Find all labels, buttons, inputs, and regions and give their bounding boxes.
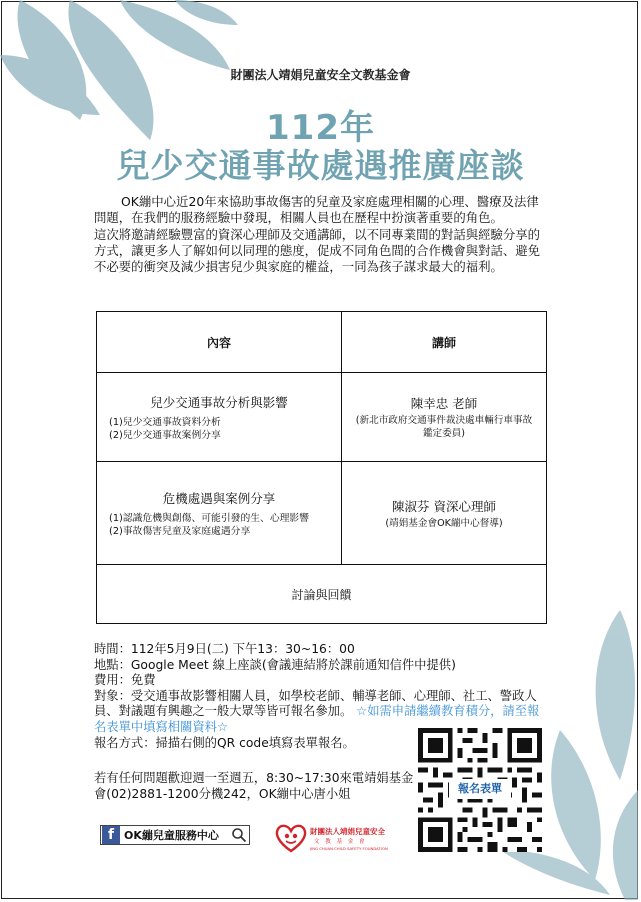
topic-title: 兒少交通事故分析與影響 — [150, 394, 288, 410]
credit-note: ☆如需申請繼續教育積分，請至報名表單中填寫相關資料☆ — [94, 704, 540, 734]
topic-item: (2)事故傷害兒童及家庭處遇分享 — [109, 525, 251, 537]
event-location: 地點：Google Meet 線上座談(會議連結將於課前通知信件中提供) — [94, 657, 456, 672]
speaker-name: 陳幸忠 老師 — [410, 396, 478, 411]
event-fee: 費用：免費 — [94, 673, 156, 688]
schedule-table — [96, 311, 547, 624]
topic-cell — [97, 462, 342, 565]
organization-name: 財團法人靖娟兒童安全文教基金會 — [230, 68, 411, 82]
event-time: 時間：112年5月9日(二) 下午13：30~16：00 — [94, 642, 355, 656]
intro-paragraph: 這次將邀請經驗豐富的資深心理師及交通講師，以不同專業間的對話與經驗分享的方式，讓更多人了解如何以同理的態度，促成不同角色間的合作機會與對話、避免不必要的衝突及減少損害兒少與家庭的權益，一同為孩子謀求最大的福利。 — [94, 226, 541, 275]
topic-cell — [97, 373, 342, 462]
speaker-cell — [342, 373, 547, 462]
intro-text — [94, 194, 549, 275]
audience-text: 對象：受交通事故影響相關人員，如學校老師、輔導老師、心理師、社工、警政人員、對議題有興趣之一般大眾等皆可報名參加。 — [94, 688, 537, 719]
table-row — [97, 462, 547, 565]
table-row — [97, 373, 547, 462]
intro-paragraph: OK繃中心近20年來協助事故傷害的兒童及家庭處理相關的心理、醫療及法律問題，在我們的服務經驗中發現，相關人員也在歷程中扮演著重要的角色。 — [94, 194, 539, 226]
topic-item: (1)兒少交通事故資料分析 — [109, 416, 221, 428]
search-icon — [231, 827, 247, 843]
registration-method: 報名方式：掃描右側的QR code填寫表單報名。 — [94, 735, 355, 750]
logo-text: 財團法人靖娟兒童安全 — [310, 827, 385, 836]
facebook-page-link[interactable] — [100, 825, 250, 845]
topic-item: (1)認識危機與創傷、可能引發的生、心理影響 — [109, 512, 310, 524]
logo-english: JING CHUAN CHILD SAFETY FOUNDATION — [310, 846, 388, 851]
table-header-speaker: 講師 — [342, 312, 547, 373]
facebook-icon: f — [102, 826, 120, 844]
discussion-cell: 討論與回饋 — [97, 565, 547, 624]
table-row — [97, 565, 547, 624]
facebook-page-label: OK繃兒童服務中心 — [124, 829, 219, 842]
qr-label: 報名表單 — [449, 779, 511, 799]
topic-title: 危機處遇與案例分享 — [162, 490, 276, 506]
speaker-title: (靖娟基金會OK繃中心督導) — [385, 517, 503, 529]
logo-subtext: 文 教 基 金 會 — [314, 839, 367, 845]
speaker-cell — [342, 462, 547, 565]
speaker-title: (新北市政府交通事件裁決處車輛行車事故鑑定委員) — [355, 415, 533, 439]
page-title: 兒少交通事故處遇推廣座談 — [116, 146, 525, 185]
table-header-content: 內容 — [97, 312, 342, 373]
foundation-logo — [274, 818, 404, 858]
topic-item: (2)兒少交通事故案例分享 — [109, 429, 221, 441]
speaker-name: 陳淑芬 資深心理師 — [392, 498, 496, 514]
contact-info: 若有任何問題歡迎週一至週五，8:30~17:30來電靖娟基金會(02)2881-1200分機242，OK繃中心唐小姐 — [94, 771, 414, 801]
heart-logo-icon — [274, 821, 308, 855]
title-year: 112年 — [266, 108, 375, 148]
